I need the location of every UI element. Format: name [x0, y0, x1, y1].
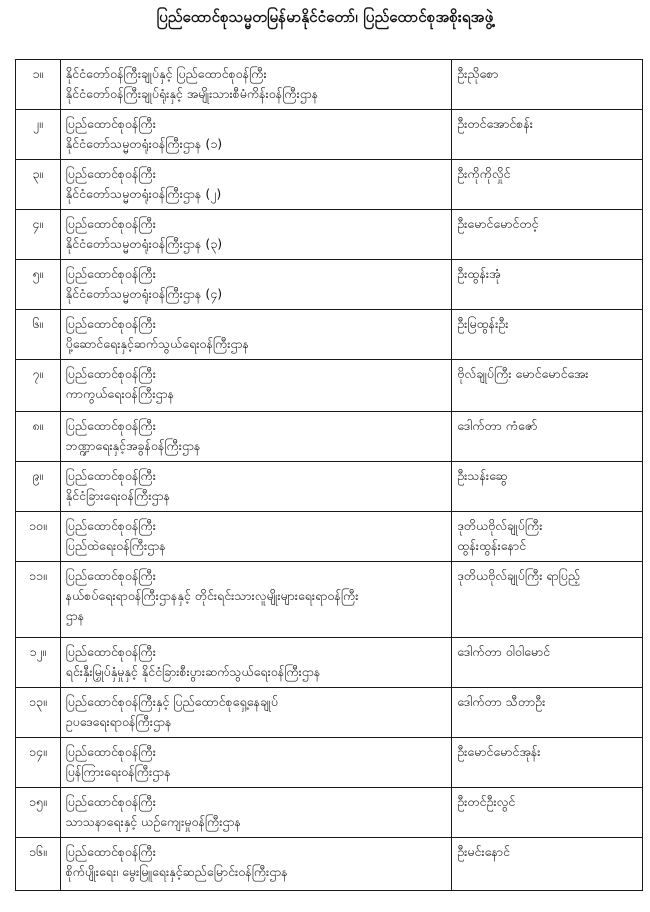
page-title: ပြည်ထောင်စုသမ္မတမြန်မာနိုင်ငံတော်၊ ပြည်ထောင်စုအစိုးရအဖွဲ့: [156, 8, 494, 26]
post-line: ပြည်ထောင်စုဝန်ကြီး: [65, 794, 156, 809]
post-line: ပြည်ထောင်စုဝန်ကြီး: [65, 266, 156, 281]
minister-name: ဒုတိယဗိုလ်ချုပ်ကြီး ရာပြည့်: [457, 568, 580, 583]
row-number: ၁။: [16, 60, 61, 110]
post-cell: [60, 310, 452, 360]
table-row: [16, 260, 643, 310]
minister-name-cell: [452, 738, 643, 788]
post-line: ပြည်ထောင်စုဝန်ကြီး: [65, 744, 156, 759]
table-row: [16, 360, 643, 412]
post-cell: [60, 462, 452, 512]
minister-name: ထွန်းထွန်းနောင်: [457, 538, 527, 553]
post-line: ကာကွယ်ရေးဝန်ကြီးဌာန: [65, 386, 175, 401]
row-number: ၁၄။: [16, 738, 61, 788]
row-number: ၁၀။: [16, 512, 61, 562]
minister-name: ဗိုလ်ချုပ်ကြီး မောင်မောင်အေး: [457, 366, 589, 381]
table-row: [16, 838, 643, 891]
minister-name-cell: [452, 60, 643, 110]
minister-name: ဒုတိယဗိုလ်ချုပ်ကြီး: [457, 518, 543, 533]
minister-name-cell: [452, 512, 643, 562]
minister-name: ဒေါက်တာ ဝါဝါမောင်: [457, 644, 551, 659]
post-cell: [60, 562, 452, 638]
minister-name-cell: [452, 638, 643, 688]
post-line: ဘဏ္ဍာရေးနှင့်အခွန်ဝန်ကြီးဌာန: [65, 438, 201, 453]
post-cell: [60, 110, 452, 160]
post-cell: [60, 260, 452, 310]
post-cell: [60, 412, 452, 462]
post-cell: [60, 60, 452, 110]
post-cell: [60, 160, 452, 210]
row-number: ၅။: [16, 260, 61, 310]
post-cell: [60, 512, 452, 562]
post-line: နိုင်ငံတော်သမ္မတရုံးဝန်ကြီးဌာန (၃): [65, 236, 223, 251]
post-cell: [60, 688, 452, 738]
minister-name: ဦးမောင်မောင်တင့်: [457, 216, 539, 231]
post-line: နိုင်ငံတော်သမ္မတရုံးဝန်ကြီးဌာန (၂): [65, 186, 222, 201]
post-line: ပြည်ထောင်စုဝန်ကြီး: [65, 568, 156, 583]
post-line: ပြည်ထောင်စုဝန်ကြီး: [65, 644, 156, 659]
minister-name: ဒေါက်တာ ကံဇော်: [457, 418, 538, 433]
minister-name: ဦးညိုစော: [457, 66, 499, 81]
table-row: [16, 738, 643, 788]
cabinet-table-body: [16, 60, 643, 891]
table-row: [16, 110, 643, 160]
post-cell: [60, 738, 452, 788]
minister-name-cell: [452, 688, 643, 738]
minister-name: ဦးမြထွန်းဦး: [457, 316, 509, 331]
row-number: ၂။: [16, 110, 61, 160]
post-cell: [60, 788, 452, 838]
post-line: နိုင်ငံတော်သမ္မတရုံးဝန်ကြီးဌာန (၁): [65, 136, 223, 151]
minister-name-cell: [452, 462, 643, 512]
table-row: [16, 462, 643, 512]
post-line: ပို့ဆောင်ရေးနှင့်ဆက်သွယ်ရေးဝန်ကြီးဌာန: [65, 336, 249, 351]
row-number: ၇။: [16, 360, 61, 412]
table-row: [16, 788, 643, 838]
table-row: [16, 310, 643, 360]
minister-name-cell: [452, 788, 643, 838]
minister-name-cell: [452, 260, 643, 310]
post-cell: [60, 210, 452, 260]
table-row: [16, 210, 643, 260]
post-line: ပြည်ထောင်စုဝန်ကြီး: [65, 366, 156, 381]
post-cell: [60, 638, 452, 688]
post-line: ပြည်ထောင်စုဝန်ကြီး: [65, 216, 156, 231]
minister-name: ဦးကိုကိုလှိုင်: [457, 166, 511, 181]
minister-name-cell: [452, 360, 643, 412]
post-line: ပြည်ထဲရေးဝန်ကြီးဌာန: [65, 538, 166, 553]
post-line: စိုက်ပျိုးရေး၊ မွေးမြူရေးနှင့်ဆည်မြောင်းဝန်ကြီးဌာန: [65, 864, 288, 879]
post-cell: [60, 838, 452, 891]
post-line: ဌာန: [65, 608, 85, 623]
post-line: နိုင်ငံတော်ဝန်ကြီးချုပ်ရုံးနှင့် အမျိုးသားစီမံကိန်းဝန်ကြီးဌာန: [65, 86, 319, 101]
row-number: ၈။: [16, 412, 61, 462]
post-line: နိုင်ငံခြားရေးဝန်ကြီးဌာန: [65, 488, 171, 503]
row-number: ၄။: [16, 210, 61, 260]
post-line: ပြည်ထောင်စုဝန်ကြီး: [65, 116, 156, 131]
table-row: [16, 688, 643, 738]
minister-name: ဦးမောင်မောင်အုန်း: [457, 744, 541, 759]
post-line: ပြည်ထောင်စုဝန်ကြီး: [65, 166, 156, 181]
minister-name-cell: [452, 160, 643, 210]
table-row: [16, 512, 643, 562]
minister-name: ဦးတင်အောင်စန်း: [457, 116, 533, 131]
post-line: ပြည်ထောင်စုဝန်ကြီး: [65, 316, 156, 331]
table-row: [16, 638, 643, 688]
minister-name-cell: [452, 210, 643, 260]
cabinet-table: [15, 59, 643, 891]
minister-name-cell: [452, 310, 643, 360]
minister-name-cell: [452, 110, 643, 160]
post-cell: [60, 360, 452, 412]
row-number: ၃။: [16, 160, 61, 210]
post-line: ဥပဒေရေးရာဝန်ကြီးဌာန: [65, 714, 172, 729]
table-row: [16, 160, 643, 210]
minister-name-cell: [452, 412, 643, 462]
minister-name: ဦးသန်းဆွေ: [457, 468, 508, 483]
minister-name: ဦးတင်ဦးလွင်: [457, 794, 516, 809]
post-line: ရင်းနှီးမြှုပ်နှံမှုနှင့် နိုင်ငံခြားစီးပွားဆက်သွယ်ရေးဝန်ကြီးဌာန: [65, 664, 321, 679]
table-row: [16, 562, 643, 638]
row-number: ၆။: [16, 310, 61, 360]
post-line: ပြည်ထောင်စုဝန်ကြီးနှင့် ပြည်ထောင်စုရှေ့နေချုပ်: [65, 694, 278, 709]
table-row: [16, 60, 643, 110]
row-number: ၁၂။: [16, 638, 61, 688]
post-line: ပြည်ထောင်စုဝန်ကြီး: [65, 418, 156, 433]
post-line: နိုင်ငံတော်ဝန်ကြီးချုပ်နှင့် ပြည်ထောင်စုဝန်ကြီး: [65, 66, 267, 81]
minister-name-cell: [452, 562, 643, 638]
post-line: ပြည်ထောင်စုဝန်ကြီး: [65, 518, 156, 533]
post-line: ပြန်ကြားရေးဝန်ကြီးဌာန: [65, 764, 171, 779]
post-line: နိုင်ငံတော်သမ္မတရုံးဝန်ကြီးဌာန (၄): [65, 286, 223, 301]
minister-name: ဒေါက်တာ သီတာဦး: [457, 694, 546, 709]
minister-name: ဦးမင်းနောင်: [457, 844, 510, 859]
row-number: ၁၁။: [16, 562, 61, 638]
post-line: ပြည်ထောင်စုဝန်ကြီး: [65, 468, 156, 483]
row-number: ၉။: [16, 462, 61, 512]
post-line: သာသနာရေးနှင့် ယဉ်ကျေးမှုဝန်ကြီးဌာန: [65, 814, 241, 829]
minister-name: ဦးထွန်းအုံ: [457, 266, 501, 281]
row-number: ၁၃။: [16, 688, 61, 738]
post-line: နယ်စပ်ရေးရာဝန်ကြီးဌာနနှင့် တိုင်းရင်းသားလူမျိုးများရေးရာဝန်ကြီး: [65, 588, 359, 603]
minister-name-cell: [452, 838, 643, 891]
row-number: ၁၅။: [16, 788, 61, 838]
row-number: ၁၆။: [16, 838, 61, 891]
table-row: [16, 412, 643, 462]
post-line: ပြည်ထောင်စုဝန်ကြီး: [65, 844, 156, 859]
